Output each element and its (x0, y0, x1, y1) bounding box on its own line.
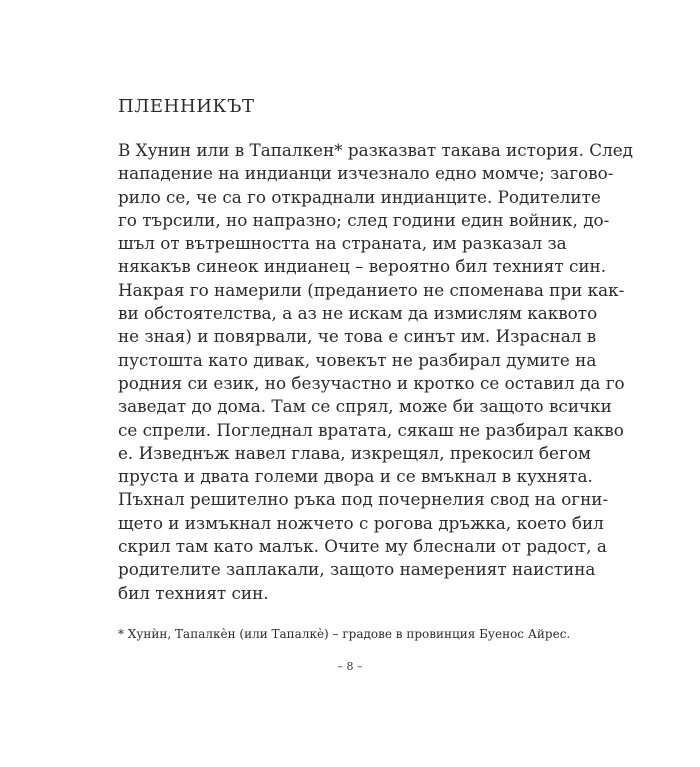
page-number: – 8 – (337, 660, 363, 673)
text-line: скрил там като малък. Очите му блеснали от радост, а (118, 536, 607, 557)
text-line: заведат до дома. Там се спрял, може би защото всички (118, 396, 612, 417)
text-line: родителите заплакали, защото намереният наистина (118, 559, 596, 580)
text-line: родния си език, но безучастно и кротко се оставил да го (118, 372, 625, 393)
story-paragraph (118, 139, 633, 605)
text-line: нападение на индианци изчезнало едно момче; загово- (118, 163, 614, 184)
text-line: Пъхнал решително ръка под почернелия свод на огни- (118, 489, 609, 510)
text-line: ви обстоятелства, а аз не искам да измислям каквото (118, 303, 598, 324)
chapter-title: ПЛЕННИКЪТ (118, 96, 255, 117)
text-line: Накрая го намерили (преданието не споменава при как- (118, 279, 625, 300)
text-line: се спрели. Погледнал вратата, сякаш не разбирал какво (118, 419, 624, 440)
text-line: не зная) и повярвали, че това е синът им. Израснал в (118, 326, 597, 347)
text-line: шъл от вътрешността на страната, им разказал за (118, 233, 567, 254)
text-line: рило се, че са го откраднали индианците. Родителите (118, 186, 601, 207)
text-line: пруста и двата големи двора и се вмъкнал в кухнята. (118, 466, 593, 487)
text-line: е. Изведнъж навел глава, изкрещял, прекосил бегом (118, 442, 591, 463)
text-line: щето и измъкнал ножчето с рогова дръжка, което бил (118, 512, 604, 533)
text-line: пустошта като дивак, човекът не разбирал думите на (118, 349, 597, 370)
text-line: го търсили, но напразно; след години един войник, до- (118, 209, 610, 230)
footnote: * Хунѝн, Тапалкѐн (или Тапалкѐ) – градове в провинция Буенос Айрес. (118, 627, 571, 641)
text-line: бил техният син. (118, 582, 269, 603)
text-line: някакъв синеок индианец – вероятно бил техният син. (118, 256, 607, 277)
text-line: В Хунин или в Тапалкен* разказват такава история. След (118, 140, 633, 160)
